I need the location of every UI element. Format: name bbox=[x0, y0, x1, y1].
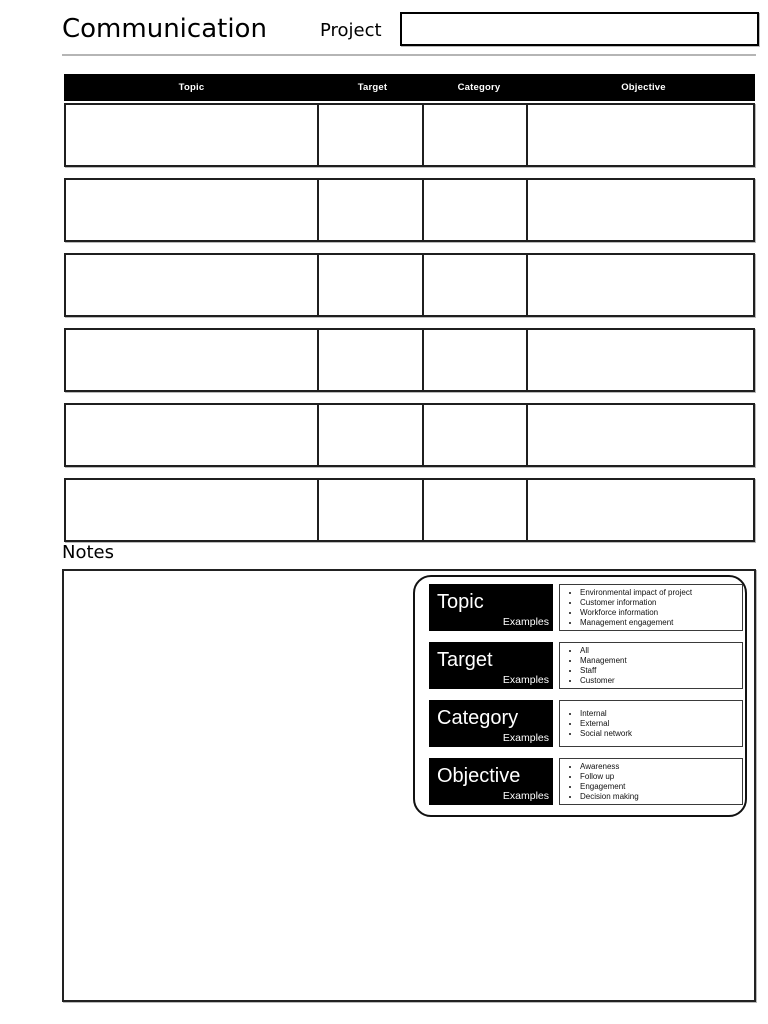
table-row bbox=[64, 478, 755, 542]
list-item: • Decision making bbox=[580, 792, 639, 802]
project-label: Project bbox=[320, 20, 382, 41]
examples-row-category bbox=[429, 700, 745, 747]
table-row bbox=[64, 253, 755, 317]
category-examples-list-box bbox=[559, 700, 743, 747]
topic-examples-list bbox=[560, 588, 694, 628]
list-item: • External bbox=[580, 719, 632, 729]
list-item: • Follow up bbox=[580, 772, 639, 782]
objective-examples-label: Objective bbox=[437, 765, 521, 787]
list-item: • Social network bbox=[580, 729, 632, 739]
list-item: • Customer bbox=[580, 676, 627, 686]
objective-examples-list-box bbox=[559, 758, 743, 805]
objective-examples-label-box bbox=[429, 758, 553, 805]
target-examples-label: Target bbox=[437, 649, 493, 671]
list-item: • Environmental impact of project bbox=[580, 588, 692, 598]
column-header-category: Category bbox=[457, 82, 501, 93]
page-title: Communication bbox=[62, 14, 267, 44]
examples-panel bbox=[413, 575, 747, 817]
notes-heading: Notes bbox=[62, 542, 114, 563]
category-examples-label-box bbox=[429, 700, 553, 747]
target-examples-list bbox=[560, 646, 629, 686]
list-item: • All bbox=[580, 646, 627, 656]
cell-topic[interactable] bbox=[66, 255, 319, 315]
list-item: • Engagement bbox=[580, 782, 639, 792]
cell-category[interactable] bbox=[424, 330, 528, 390]
cell-objective[interactable] bbox=[528, 255, 753, 315]
cell-objective[interactable] bbox=[528, 405, 753, 465]
table-row bbox=[64, 103, 755, 167]
list-item: • Management engagement bbox=[580, 618, 692, 628]
target-examples-label-box bbox=[429, 642, 553, 689]
topic-examples-list-box bbox=[559, 584, 743, 631]
cell-category[interactable] bbox=[424, 255, 528, 315]
cell-category[interactable] bbox=[424, 105, 528, 165]
cell-objective[interactable] bbox=[528, 330, 753, 390]
category-examples-sublabel: Examples bbox=[502, 732, 549, 744]
cell-category[interactable] bbox=[424, 180, 528, 240]
category-examples-list bbox=[560, 709, 634, 739]
cell-target[interactable] bbox=[319, 255, 424, 315]
list-item: • Management bbox=[580, 656, 627, 666]
list-item: • Awareness bbox=[580, 762, 639, 772]
table-row bbox=[64, 178, 755, 242]
cell-topic[interactable] bbox=[66, 480, 319, 540]
topic-examples-sublabel: Examples bbox=[502, 616, 549, 628]
cell-target[interactable] bbox=[319, 105, 424, 165]
column-header-topic: Topic bbox=[178, 82, 205, 93]
cell-topic[interactable] bbox=[66, 330, 319, 390]
cell-target[interactable] bbox=[319, 480, 424, 540]
cell-topic[interactable] bbox=[66, 180, 319, 240]
project-input[interactable] bbox=[400, 12, 759, 46]
list-item: • Customer information bbox=[580, 598, 692, 608]
cell-target[interactable] bbox=[319, 330, 424, 390]
target-examples-sublabel: Examples bbox=[502, 674, 549, 686]
topic-examples-label: Topic bbox=[437, 591, 484, 613]
column-header-objective: Objective bbox=[621, 82, 666, 93]
cell-category[interactable] bbox=[424, 405, 528, 465]
objective-examples-list bbox=[560, 762, 641, 802]
table-header bbox=[64, 74, 755, 101]
objective-examples-sublabel: Examples bbox=[502, 790, 549, 802]
examples-row-topic bbox=[429, 584, 745, 631]
cell-objective[interactable] bbox=[528, 480, 753, 540]
header-divider bbox=[62, 54, 756, 56]
list-item: • Internal bbox=[580, 709, 632, 719]
examples-row-target bbox=[429, 642, 745, 689]
cell-topic[interactable] bbox=[66, 105, 319, 165]
table-row bbox=[64, 403, 755, 467]
examples-row-objective bbox=[429, 758, 745, 805]
cell-objective[interactable] bbox=[528, 180, 753, 240]
list-item: • Workforce information bbox=[580, 608, 692, 618]
list-item: • Staff bbox=[580, 666, 627, 676]
target-examples-list-box bbox=[559, 642, 743, 689]
topic-examples-label-box bbox=[429, 584, 553, 631]
cell-objective[interactable] bbox=[528, 105, 753, 165]
category-examples-label: Category bbox=[437, 707, 519, 729]
column-header-target: Target bbox=[357, 82, 388, 93]
table-row bbox=[64, 328, 755, 392]
cell-topic[interactable] bbox=[66, 405, 319, 465]
cell-target[interactable] bbox=[319, 405, 424, 465]
notes-area[interactable] bbox=[62, 569, 756, 1002]
cell-target[interactable] bbox=[319, 180, 424, 240]
cell-category[interactable] bbox=[424, 480, 528, 540]
